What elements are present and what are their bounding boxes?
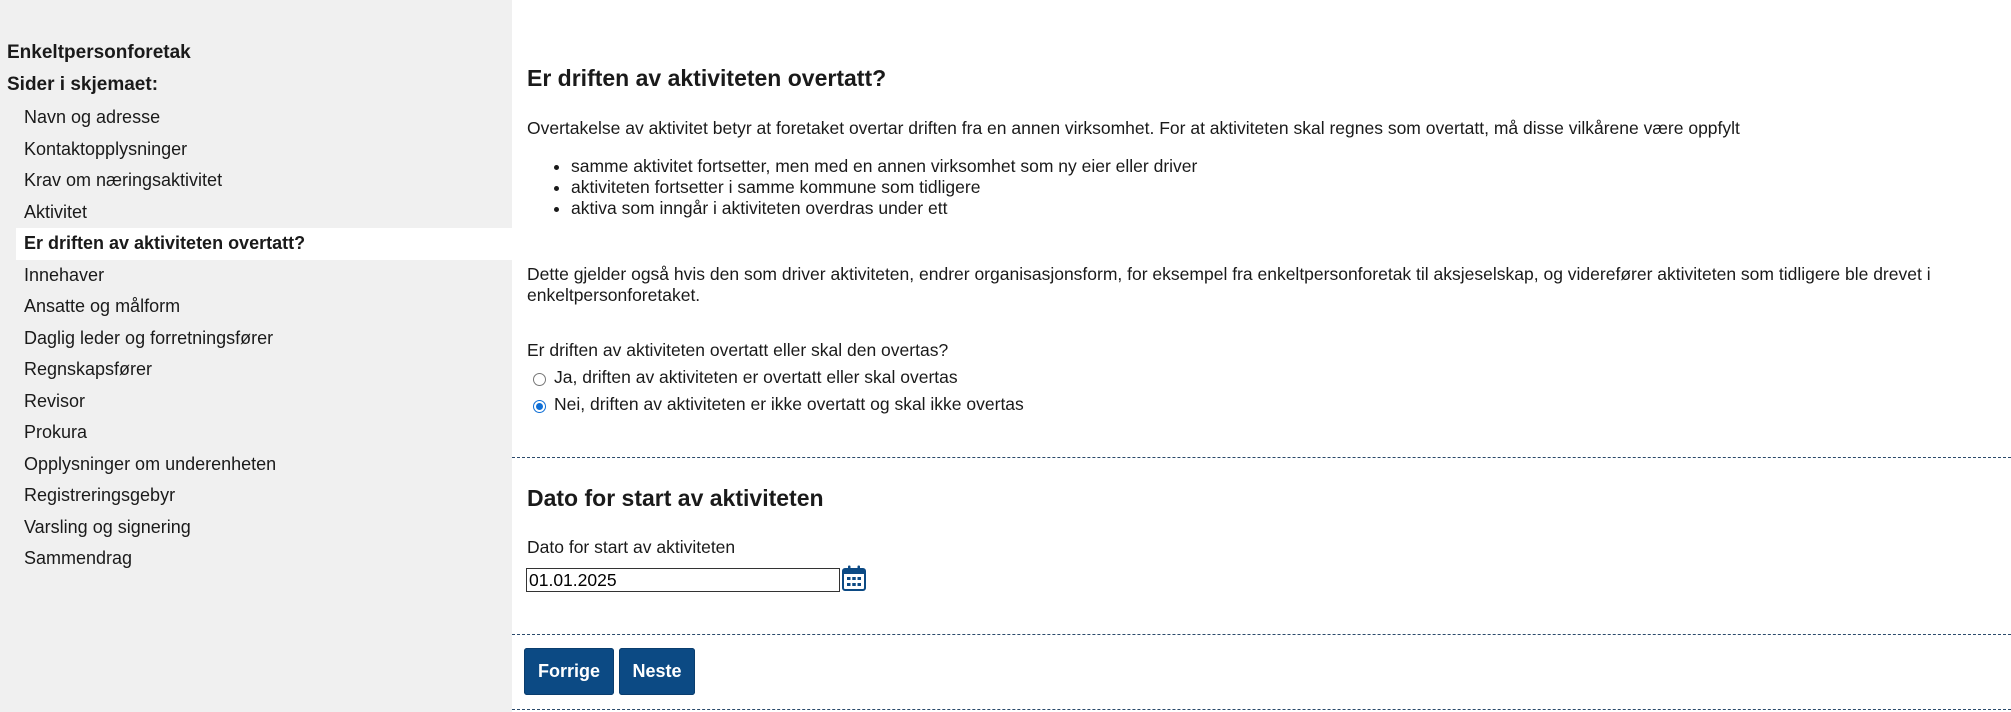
condition-item: • aktiviteten fortsetter i samme kommune som tidligere	[571, 177, 1991, 198]
sidebar-item-aktivitet[interactable]: Aktivitet	[24, 201, 88, 222]
condition-item: • samme aktivitet fortsetter, men med en annen virksomhet som ny eier eller driver	[571, 156, 1991, 177]
sidebar-item-daglig-leder[interactable]: Daglig leder og forretningsfører	[24, 327, 274, 348]
takeover-radio-group	[527, 364, 1991, 418]
sidebar-item-krav-om-naeringsaktivitet[interactable]: Krav om næringsaktivitet	[24, 170, 223, 190]
next-button[interactable]: Neste	[619, 648, 695, 695]
radio-option-yes[interactable]	[527, 364, 1991, 391]
main-content	[512, 0, 2011, 712]
previous-button[interactable]: Forrige	[524, 648, 614, 695]
takeover-intro: Overtakelse av aktivitet betyr at foretaket overtar driften fra en annen virksomhet. For at aktiviteten skal regnes som overtatt, må disse vilkårene være oppfylt	[527, 118, 1740, 138]
condition-item: • aktiva som inngår i aktiviteten overdras under ett	[571, 198, 1991, 219]
sidebar-item-innehaver[interactable]: Innehaver	[24, 264, 105, 285]
sidebar-item-varsling-og-signering[interactable]: Varsling og signering	[24, 516, 191, 537]
takeover-conditions	[527, 156, 1991, 219]
section-divider	[512, 709, 2011, 710]
start-date-label: Dato for start av aktiviteten	[527, 537, 736, 557]
calendar-icon[interactable]	[841, 564, 867, 592]
sidebar	[0, 0, 512, 712]
form-name: Enkeltpersonforetak	[7, 42, 191, 63]
sidebar-page-list	[16, 102, 512, 575]
sidebar-item-underenheten[interactable]: Opplysninger om underenheten	[24, 453, 277, 474]
pages-heading: Sider i skjemaet:	[7, 74, 159, 95]
takeover-heading: Er driften av aktiviteten overtatt?	[527, 65, 887, 91]
radio-yes-label: Ja, driften av aktiviteten er overtatt eller skal overtas	[554, 367, 958, 387]
takeover-note: Dette gjelder også hvis den som driver aktiviteten, endrer organisasjonsform, for eksempel fra enkeltpersonforetak til aksjeselskap, og viderefører aktiviteten som tidligere ble drevet i enkeltpersonforetaket.	[527, 264, 1931, 305]
sidebar-item-navn-og-adresse[interactable]: Navn og adresse	[24, 107, 161, 127]
sidebar-item-revisor[interactable]: Revisor	[24, 390, 86, 411]
sidebar-item-registreringsgebyr[interactable]: Registreringsgebyr	[24, 485, 176, 505]
sidebar-item-prokura[interactable]: Prokura	[24, 422, 88, 442]
sidebar-item-regnskapsforer[interactable]: Regnskapsfører	[24, 359, 153, 379]
radio-option-no[interactable]	[527, 391, 1991, 418]
radio-no-label: Nei, driften av aktiviteten er ikke overtatt og skal ikke overtas	[554, 394, 1024, 414]
sidebar-item-sammendrag[interactable]: Sammendrag	[24, 548, 133, 568]
radio-no[interactable]	[533, 400, 546, 413]
sidebar-item-kontaktopplysninger[interactable]: Kontaktopplysninger	[24, 138, 188, 159]
sidebar-item-driften-overtatt[interactable]: Er driften av aktiviteten overtatt?	[16, 228, 512, 260]
takeover-question: Er driften av aktiviteten overtatt eller skal den overtas?	[527, 340, 949, 360]
section-divider	[512, 634, 2011, 635]
radio-yes[interactable]	[533, 373, 546, 386]
start-date-heading: Dato for start av aktiviteten	[527, 485, 824, 511]
start-date-input[interactable]	[526, 568, 840, 592]
sidebar-item-ansatte-og-malform[interactable]: Ansatte og målform	[24, 296, 181, 316]
section-divider	[512, 457, 2011, 458]
